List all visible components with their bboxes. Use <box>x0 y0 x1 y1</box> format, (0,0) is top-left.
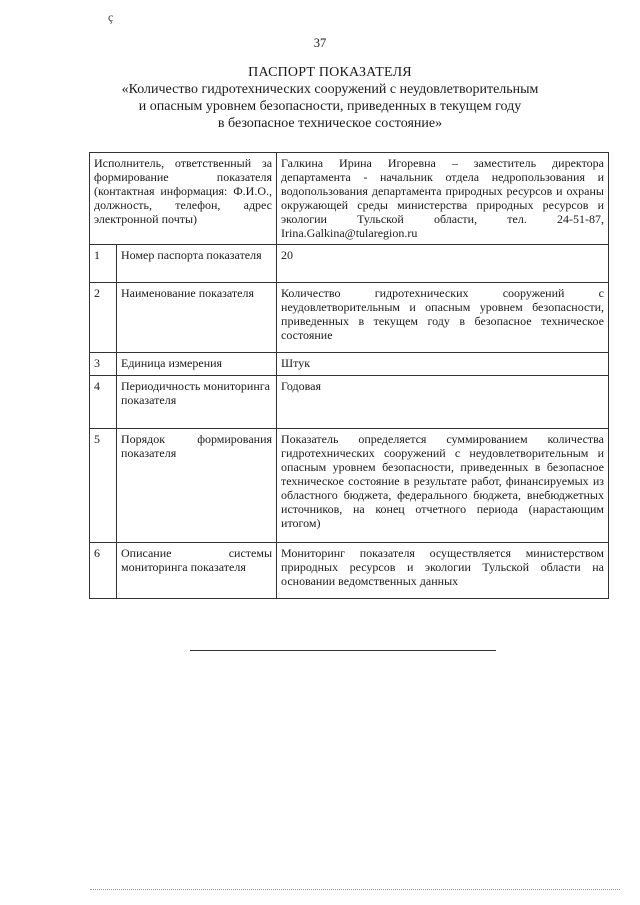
row-value: Штук <box>277 353 609 376</box>
table-row <box>90 283 609 353</box>
row-number: 6 <box>90 543 117 599</box>
row-value: Количество гидротехнических сооружений с неудовлетворительным и опасным уровнем безопасности, приведенных в текущем году в безопасное техническое состояние <box>277 283 609 353</box>
row-value: Показатель определяется суммированием количества гидротехнических сооружений с неудовлетворительным и опасным уровнем безопасности, приведенных в безопасное техническое состояние в результате работ, финансируемых из областного бюджета, федерального бюджета, внебюджетных источников, на конец отчетного периода (нарастающим итогом) <box>277 429 609 543</box>
stray-mark: ç <box>108 10 114 24</box>
row-label: Единица измерения <box>117 353 277 376</box>
table-row <box>90 429 609 543</box>
table-row <box>90 376 609 429</box>
document-heading: ПАСПОРТ ПОКАЗАТЕЛЯ <box>248 65 412 80</box>
row-value: Годовая <box>277 376 609 429</box>
row-label: Периодичность мониторинга показателя <box>117 376 277 429</box>
table-row-executor <box>90 153 609 245</box>
scan-footer-dots <box>90 889 620 890</box>
row-label: Номер паспорта показателя <box>117 245 277 283</box>
passport-table <box>89 152 609 599</box>
row-number: 3 <box>90 353 117 376</box>
row-number: 2 <box>90 283 117 353</box>
row-label: Наименование показателя <box>117 283 277 353</box>
row-label: Порядок формирования показателя <box>117 429 277 543</box>
executor-value: Галкина Ирина Игоревна – заместитель директора департамента - начальник отдела недропользования и водопользования департамента природных ресурсов и охраны окружающей среды министерства природных ресурсов и экологии Тульской области, тел. 24-51-87, Irina.Galkina@tularegion.ru <box>277 153 609 245</box>
table-row <box>90 543 609 599</box>
closing-rule <box>190 650 496 651</box>
indicator-title-line-2: и опасным уровнем безопасности, приведенных в текущем году <box>138 99 522 114</box>
page-number: 37 <box>313 36 327 50</box>
indicator-title-line-3: в безопасное техническое состояние» <box>217 116 443 131</box>
row-value: Мониторинг показателя осуществляется министерством природных ресурсов и экологии Тульской области на основании ведомственных данных <box>277 543 609 599</box>
row-label: Описание системы мониторинга показателя <box>117 543 277 599</box>
table-row <box>90 353 609 376</box>
row-value: 20 <box>277 245 609 283</box>
row-number: 4 <box>90 376 117 429</box>
executor-label: Исполнитель, ответственный за формирование показателя (контактная информация: Ф.И.О., должность, телефон, адрес электронной почты) <box>90 153 277 245</box>
row-number: 5 <box>90 429 117 543</box>
indicator-title-line-1: «Количество гидротехнических сооружений с неудовлетворительным <box>121 82 539 97</box>
row-number: 1 <box>90 245 117 283</box>
table-row <box>90 245 609 283</box>
title-block <box>60 64 600 132</box>
